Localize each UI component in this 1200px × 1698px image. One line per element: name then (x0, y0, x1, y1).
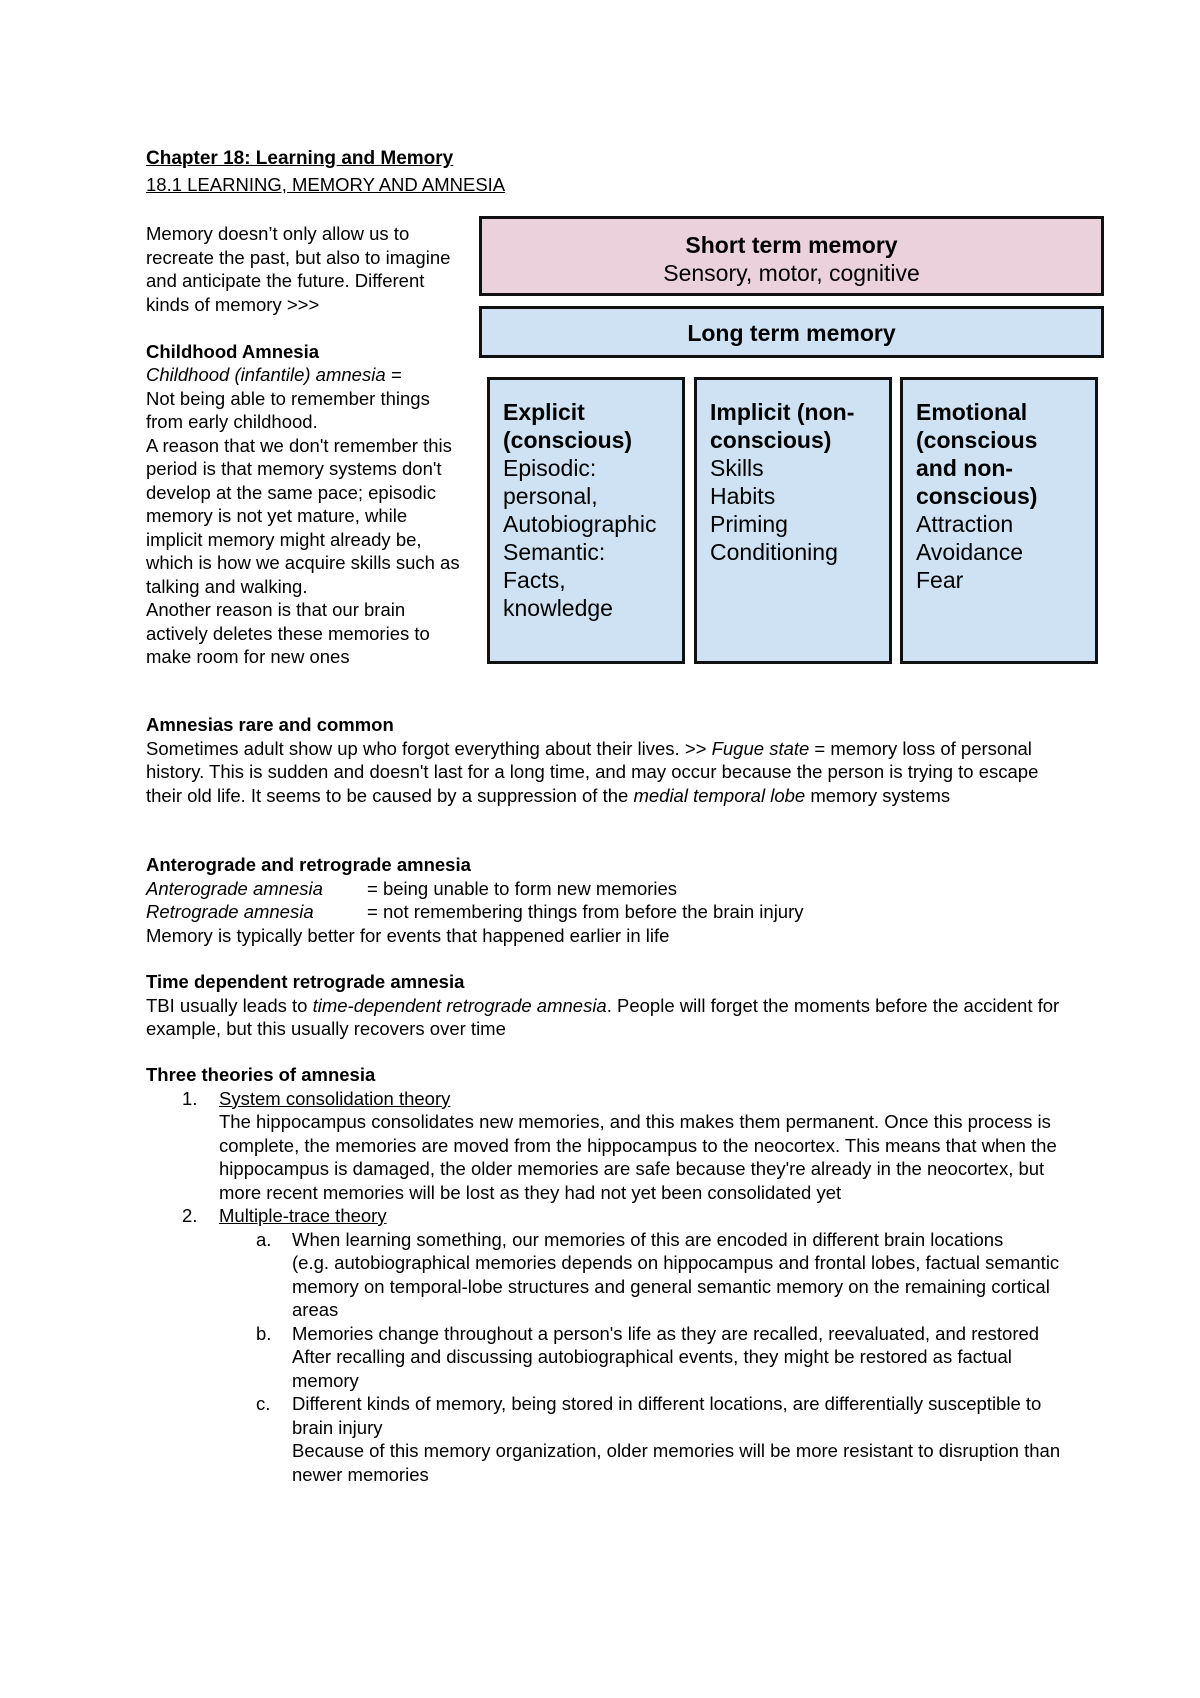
amnesias-rare-section (146, 713, 1076, 807)
theory-title: Multiple-trace theory (219, 1205, 387, 1226)
section-note: Memory is typically better for events that happened earlier in life (146, 924, 670, 946)
section-heading: Three theories of amnesia (146, 1064, 376, 1085)
long-term-title: Long term memory (687, 320, 896, 346)
theory-text: The hippocampus consolidates new memories, and this makes them permanent. Once this process is complete, the memories are moved from the hippocampus to the neocortex. This means that when the hippocampus is damaged, the older memories are safe because they're already in the neocortex, but more recent memories will be lost as they had not yet been consolidated yet (219, 1111, 1057, 1203)
implicit-line: Skills (710, 455, 764, 481)
subitem-detail: (e.g. autobiographical memories depends on hippocampus and frontal lobes, factual semantic memory on temporal-lobe structures and general semantic memory on the remaining cortical areas (292, 1252, 1060, 1320)
text-run: memory systems (805, 784, 951, 806)
term-anterograde: Anterograde amnesia (146, 877, 323, 899)
definition-text: = being unable to form new memories (367, 877, 678, 899)
emotional-heading: conscious) (916, 483, 1038, 509)
childhood-heading: Childhood Amnesia (146, 340, 320, 362)
term-medial-temporal-lobe: medial temporal lobe (633, 784, 806, 806)
theories-section (146, 1063, 1076, 1486)
subitem-c (146, 1392, 1076, 1486)
theory-title: System consolidation theory (219, 1087, 451, 1109)
section-paragraph (146, 994, 1076, 1041)
emotional-heading: and non- (916, 455, 1014, 481)
list-number: 1. (182, 1087, 198, 1109)
explicit-heading: Explicit (503, 399, 585, 425)
subitem-b (146, 1322, 1076, 1393)
emotional-line: Attraction (916, 511, 1014, 537)
left-column (146, 222, 466, 669)
implicit-heading: Implicit (non- (710, 399, 855, 425)
time-dependent-section (146, 970, 1076, 1041)
text-run: . People will forget the moments before the accident for example, but this usually recovers over time (146, 994, 1060, 1039)
definition-text: = not remembering things from before the brain injury (367, 901, 804, 922)
short-term-title: Short term memory (685, 232, 898, 258)
implicit-line: Priming (710, 511, 788, 537)
list-number: 2. (182, 1205, 198, 1226)
explicit-line: Autobiographic (503, 511, 657, 537)
term-retrograde: Retrograde amnesia (146, 901, 314, 922)
implicit-heading: conscious) (710, 427, 832, 453)
implicit-line: Conditioning (710, 539, 838, 565)
subitem-text: When learning something, our memories of this are encoded in different brain locations (292, 1228, 1004, 1250)
explicit-line: knowledge (503, 595, 613, 621)
explicit-line: Episodic: (503, 455, 597, 481)
short-term-memory-box (479, 216, 1104, 296)
spacer (146, 316, 466, 340)
theory-item-1 (146, 1087, 1076, 1205)
childhood-reason-2: Another reason is that our brain actively deletes these memories to make room for new ones (146, 599, 430, 667)
explicit-memory-box (487, 377, 685, 664)
section-heading: Amnesias rare and common (146, 714, 394, 735)
explicit-line: personal, (503, 483, 598, 509)
emotional-memory-box (900, 377, 1098, 664)
subitem-text: Memories change throughout a person's life as they are recalled, reevaluated, and restored (292, 1322, 1040, 1344)
term-fugue-state: Fugue state (711, 737, 810, 759)
list-letter: c. (256, 1393, 271, 1414)
subitem-detail: After recalling and discussing autobiographical events, they might be restored as factual memory (292, 1346, 1012, 1391)
subitem-detail: Because of this memory organization, older memories will be more resistant to disruption than newer memories (292, 1440, 1061, 1485)
text-run: TBI usually leads to (146, 994, 313, 1016)
emotional-heading: Emotional (916, 399, 1028, 425)
theory-item-2 (146, 1204, 1076, 1228)
childhood-reason-1: A reason that we don't remember this period is that memory systems don't develop at the same pace; episodic memory is not yet mature, while implicit memory might already be, which is how we acquire skills such as talking and walking. (146, 434, 460, 597)
explicit-line: Semantic: (503, 539, 606, 565)
childhood-def-term: Childhood (infantile) amnesia = (146, 364, 402, 385)
childhood-def-text: Not being able to remember things from early childhood. (146, 387, 430, 432)
list-letter: b. (256, 1322, 272, 1344)
implicit-line: Habits (710, 483, 776, 509)
long-term-memory-box (479, 306, 1104, 358)
section-heading: Anterograde and retrograde amnesia (146, 854, 471, 875)
implicit-memory-box (694, 377, 892, 664)
section-paragraph (146, 737, 1076, 808)
emotional-heading: (conscious (916, 427, 1038, 453)
section-heading: Time dependent retrograde amnesia (146, 971, 465, 992)
antero-retro-section (146, 853, 1076, 947)
term-time-dependent: time-dependent retrograde amnesia (312, 994, 607, 1016)
definition-row (146, 877, 1076, 901)
short-term-subtitle: Sensory, motor, cognitive (663, 260, 920, 286)
emotional-line: Avoidance (916, 539, 1023, 565)
intro-paragraph: Memory doesn’t only allow us to recreate the past, but also to imagine and anticipate the future. Different kinds of memory >>> (146, 223, 451, 315)
subitem-a (146, 1228, 1076, 1322)
page-title: Chapter 18: Learning and Memory (146, 148, 454, 169)
subitem-text: Different kinds of memory, being stored in different locations, are differentially susceptible to brain injury (292, 1393, 1042, 1438)
section-subtitle: 18.1 LEARNING, MEMORY AND AMNESIA (146, 174, 506, 195)
list-letter: a. (256, 1228, 272, 1250)
explicit-heading: (conscious) (503, 427, 633, 453)
definition-row (146, 900, 1076, 924)
emotional-line: Fear (916, 567, 964, 593)
text-run: = memory loss of personal history. This is sudden and doesn't last for a long time, and may occur because the person is trying to escape their old life. It seems to be caused by a suppression of the (146, 737, 1039, 806)
explicit-line: Facts, (503, 567, 566, 593)
text-run: Sometimes adult show up who forgot everything about their lives. >> (146, 737, 712, 759)
